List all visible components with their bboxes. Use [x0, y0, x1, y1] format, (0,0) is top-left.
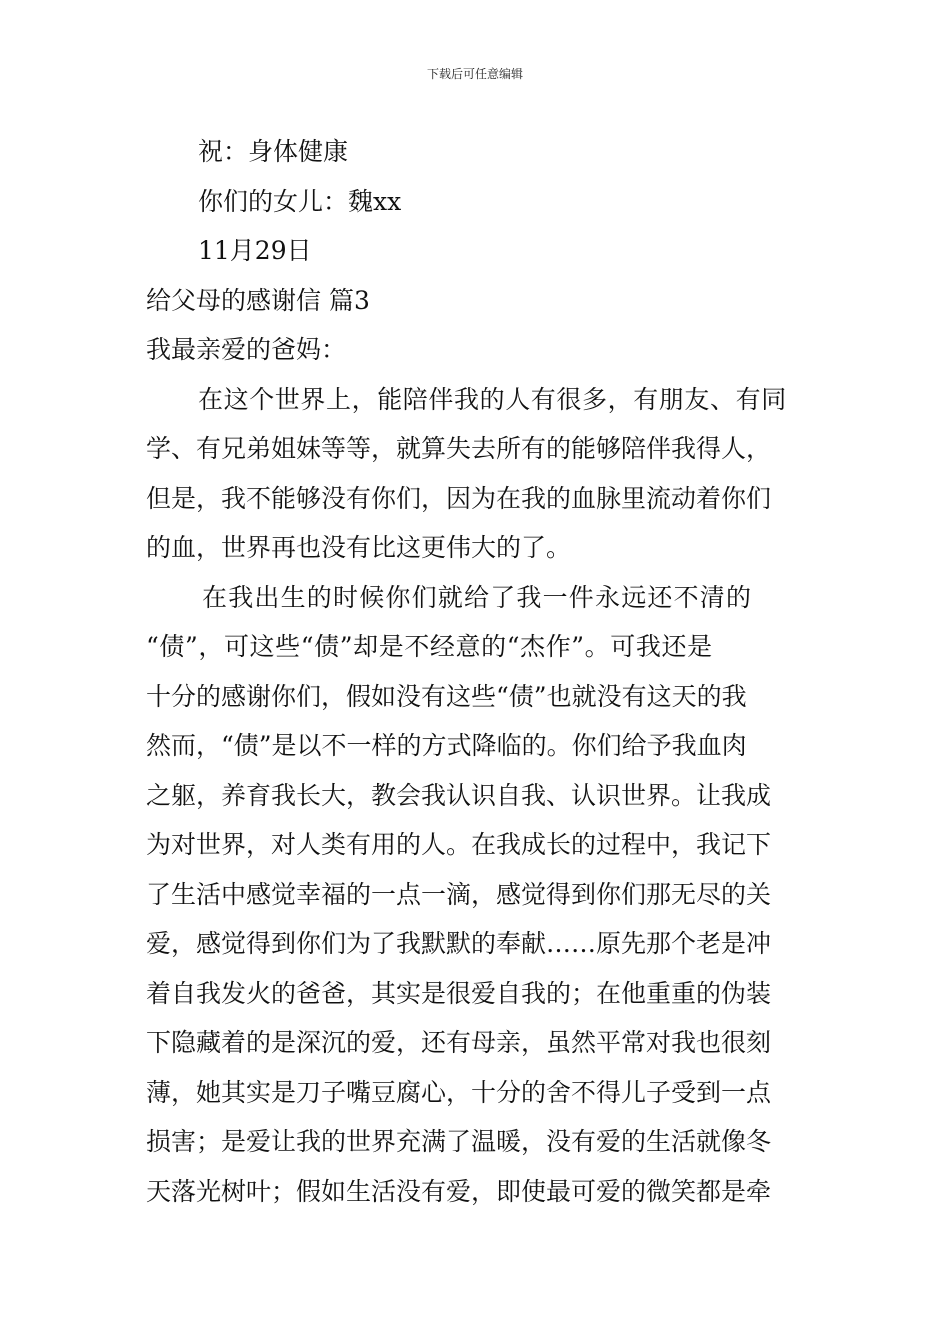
paragraph-line: 薄，她其实是刀子嘴豆腐心，十分的舍不得儿子受到一点	[146, 1077, 772, 1107]
paragraph-line: “债”，可这些“债”却是不经意的“杰作”。可我还是	[146, 632, 713, 661]
paragraph-line: 在这个世界上，能陪伴我的人有很多，有朋友、有同	[198, 384, 787, 414]
closing-date: 11月29日	[198, 236, 312, 265]
paragraph-line: 下隐藏着的是深沉的爱，还有母亲，虽然平常对我也很刻	[146, 1028, 772, 1057]
paragraph-line: 了生活中感觉幸福的一点一滴，感觉得到你们那无尽的关	[146, 879, 772, 909]
letter-title: 给父母的感谢信 篇3	[146, 285, 370, 315]
closing-wish: 祝：身体健康	[198, 137, 349, 166]
paragraph-line: 着自我发火的爸爸，其实是很爱自我的；在他重重的伪装	[146, 978, 772, 1008]
closing-signature: 你们的女儿：魏xx	[198, 186, 402, 216]
paragraph-line: 在我出生的时候你们就给了我一件永远还不清的	[202, 582, 753, 612]
paragraph-2	[146, 573, 816, 1217]
paragraph-line: 天落光树叶；假如生活没有爱，即使最可爱的微笑都是牵	[146, 1176, 772, 1206]
paragraph-line: 损害；是爱让我的世界充满了温暖，没有爱的生活就像冬	[146, 1127, 772, 1156]
letter-content	[146, 127, 816, 1216]
paragraph-line: 之躯，养育我长大，教会我认识自我、认识世界。让我成	[146, 780, 772, 810]
paragraph-line: 然而，“债”是以不一样的方式降临的。你们给予我血肉	[146, 731, 747, 760]
letter-salutation: 我最亲爱的爸妈：	[146, 335, 347, 364]
paragraph-line: 但是，我不能够没有你们，因为在我的血脉里流动着你们	[146, 483, 772, 513]
paragraph-1	[146, 375, 816, 573]
paragraph-line: 学、有兄弟姐妹等等，就算失去所有的能够陪伴我得人，	[146, 434, 772, 463]
paragraph-line: 的血，世界再也没有比这更伟大的了。	[146, 533, 572, 562]
paragraph-line: 十分的感谢你们，假如没有这些“债”也就没有这天的我	[146, 681, 747, 711]
paragraph-line: 为对世界，对人类有用的人。在我成长的过程中，我记下	[146, 830, 772, 859]
paragraph-line: 爱，感觉得到你们为了我默默的奉献……原先那个老是冲	[146, 929, 772, 958]
header-note: 下载后可任意编辑	[426, 67, 523, 81]
